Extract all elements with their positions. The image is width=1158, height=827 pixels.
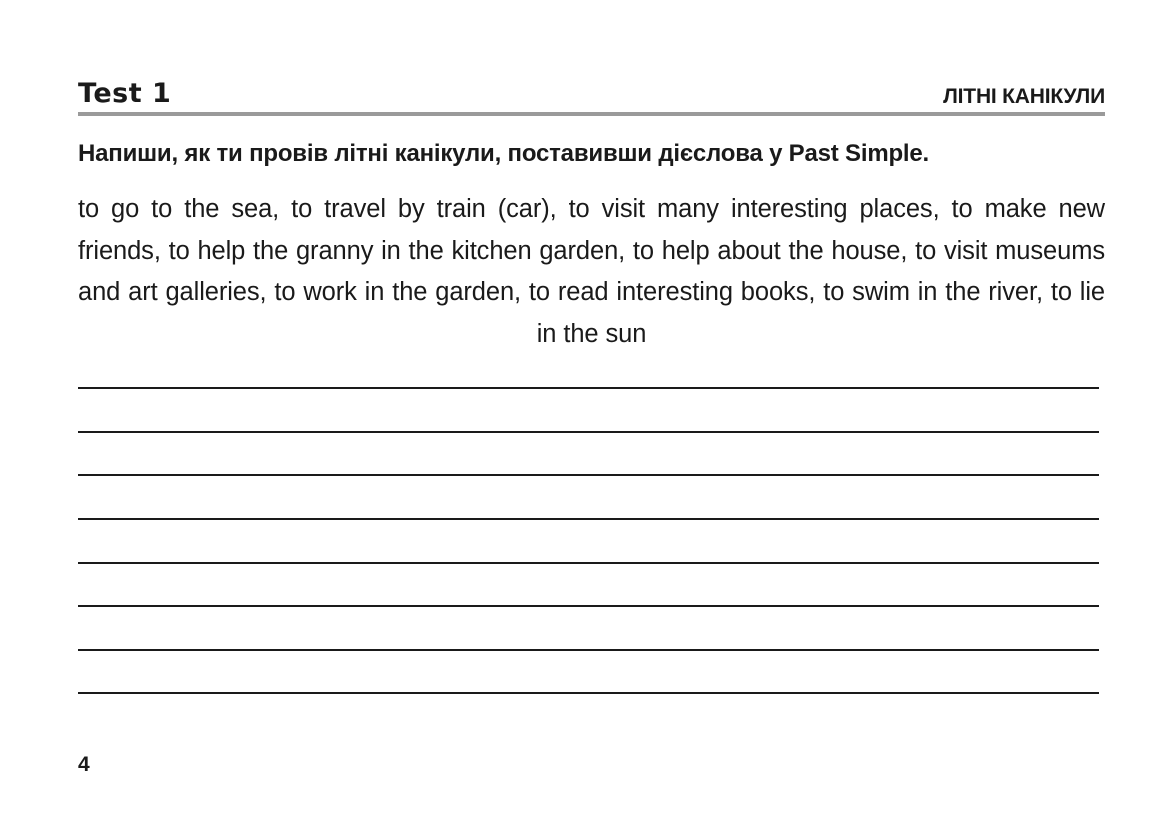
answer-line-8[interactable]: [78, 692, 1099, 694]
test-title: Test 1: [78, 78, 172, 109]
answer-line-6[interactable]: [78, 605, 1099, 607]
answer-line-2[interactable]: [78, 431, 1099, 433]
page-header: [78, 78, 1105, 112]
answer-line-3[interactable]: [78, 474, 1099, 476]
task-instruction: Напиши, як ти провів літні канікули, поставивши дієслова у Past Simple.: [78, 140, 930, 167]
answer-line-1[interactable]: [78, 387, 1099, 389]
answer-line-4[interactable]: [78, 518, 1099, 520]
page-number: 4: [78, 753, 90, 776]
section-title: ЛІТНІ КАНІКУЛИ: [943, 85, 1105, 108]
header-divider: [78, 112, 1105, 116]
worksheet-page: [78, 0, 1105, 827]
answer-line-5[interactable]: [78, 562, 1099, 564]
phrase-list: to go to the sea, to travel by train (car), to visit many interesting places, to make new friends, to help the granny in the kitchen garden, to help about the house, to visit museums and art galleries, to work in the garden, to read interesting books, to swim in the river, to lie in the sun: [78, 195, 1105, 348]
answer-line-7[interactable]: [78, 649, 1099, 651]
